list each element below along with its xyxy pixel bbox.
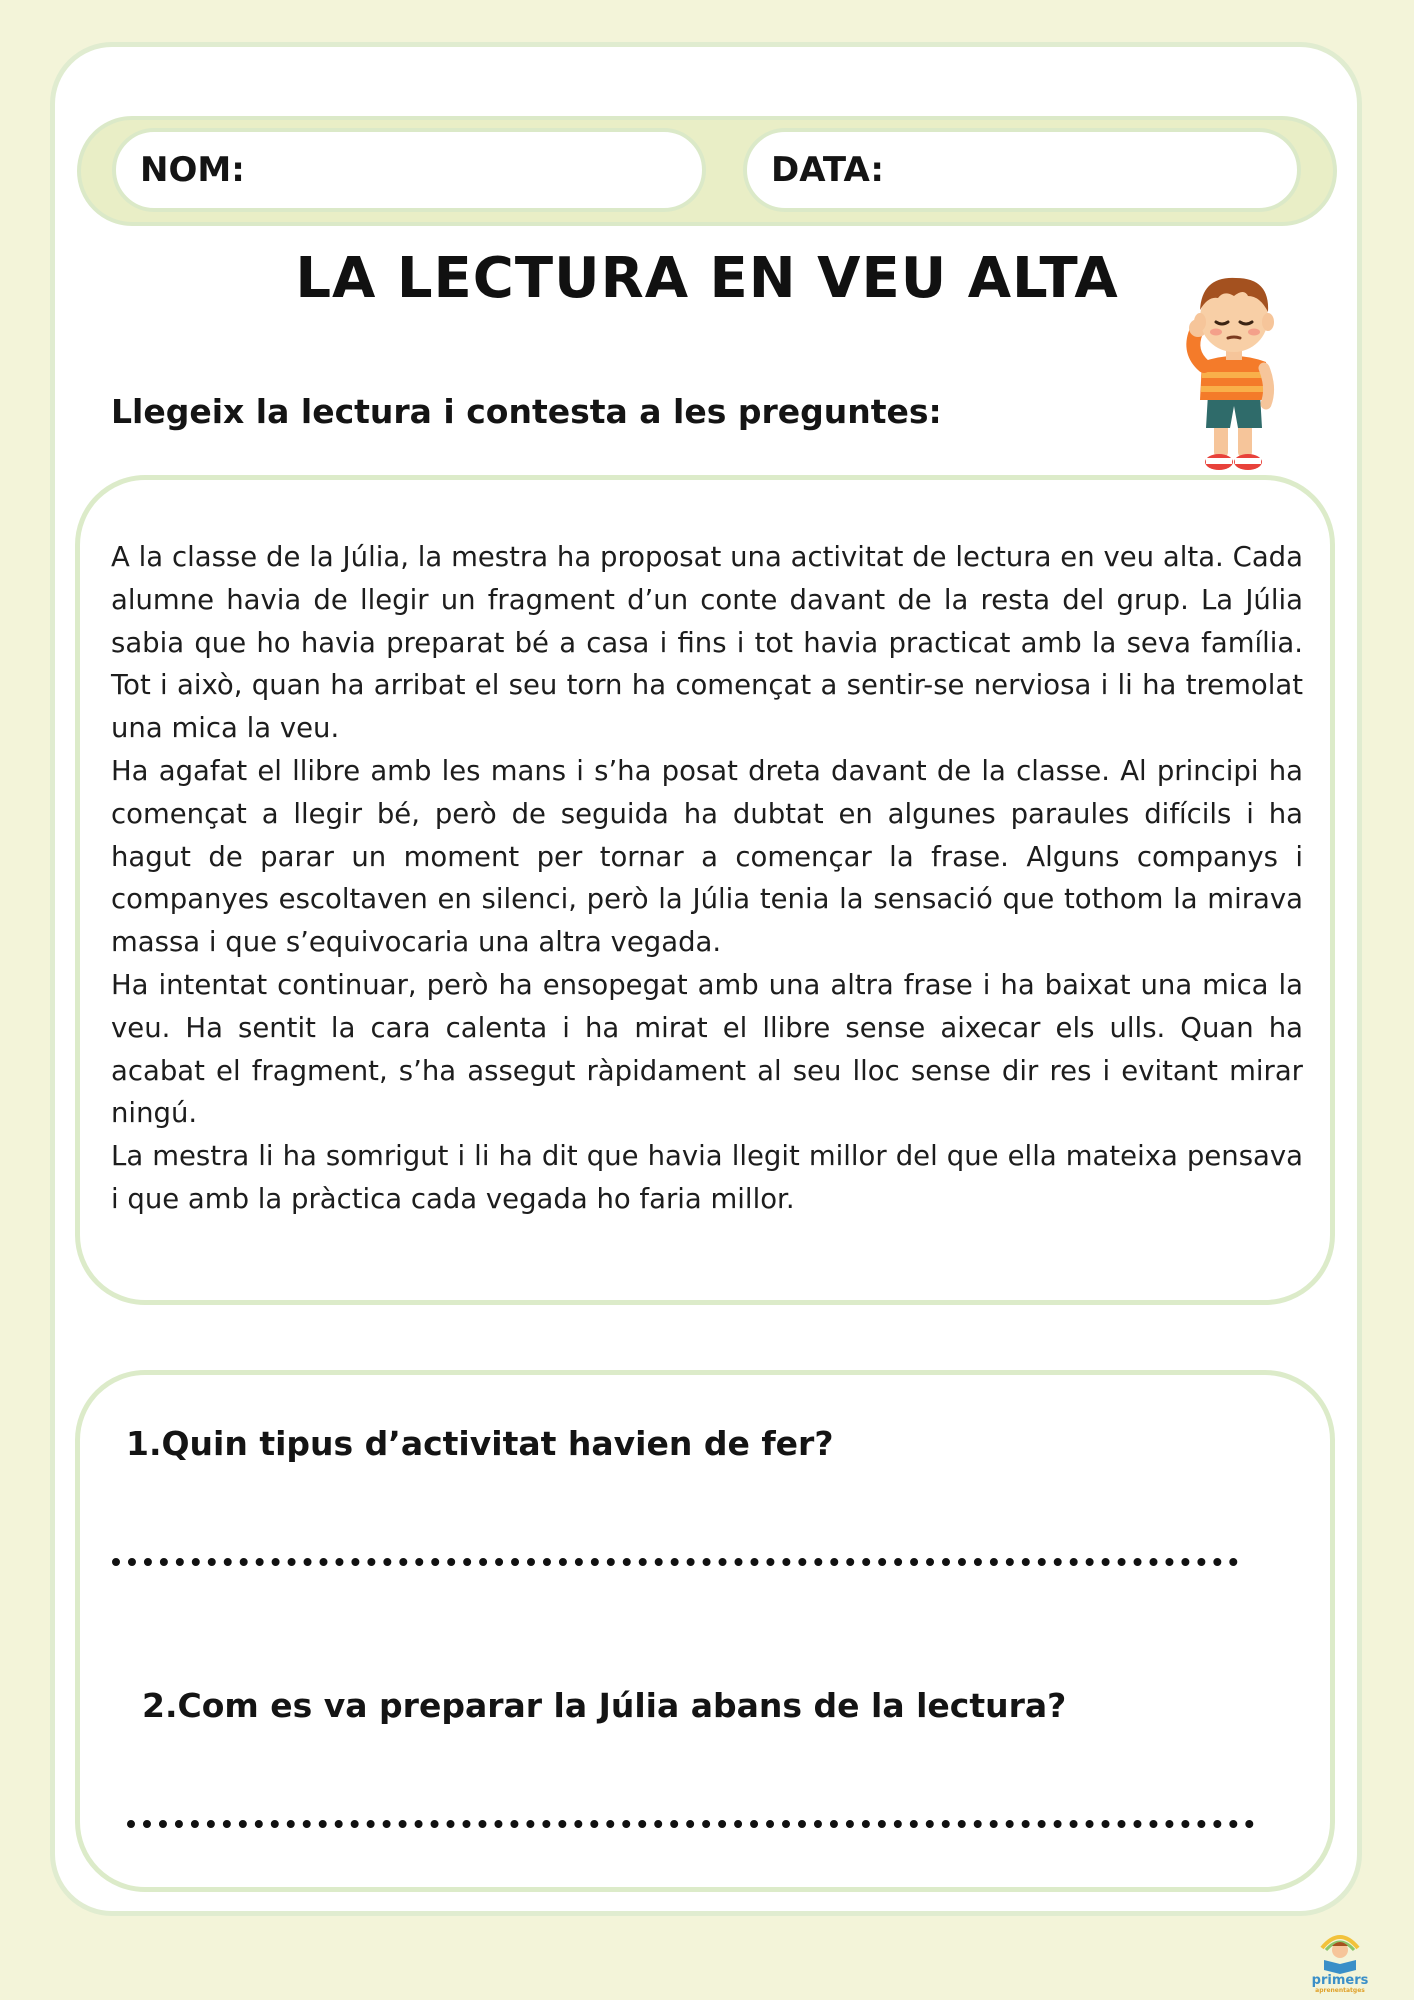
page-title: LA LECTURA EN VEU ALTA <box>295 246 1119 311</box>
primers-aprenentatges-logo <box>1304 1922 1376 1994</box>
reading-text <box>111 536 1303 1221</box>
question-1: 1.Quin tipus d’activitat havien de fer? <box>126 1424 834 1463</box>
answer-line-1[interactable] <box>112 1558 1238 1566</box>
name-label: NOM: <box>140 150 245 190</box>
instruction-text: Llegeix la lectura i contesta a les preguntes: <box>111 392 942 431</box>
name-field[interactable] <box>112 128 706 212</box>
reading-paragraph: La mestra li ha somrigut i li ha dit que havia llegit millor del que ella mateixa pensava i que amb la pràctica cada vegada ho faria millor. <box>111 1140 1303 1215</box>
logo-text: primers <box>1311 1973 1369 1988</box>
date-label: DATA: <box>771 150 884 190</box>
boy-thinking-icon <box>1178 266 1290 474</box>
reading-paragraph: Ha agafat el llibre amb les mans i s’ha posat dreta davant de la classe. Al principi ha començat a llegir bé, però de seguida ha dubtat en algunes paraules difícils i ha hagut de parar un moment per tornar a començar la frase. Alguns companys i companyes escoltaven en silenci, però la Júlia tenia la sensació que tothom la mirava massa i que s’equivocaria una altra vegada. <box>111 754 1303 959</box>
date-field[interactable] <box>743 128 1301 212</box>
reading-paragraph: A la classe de la Júlia, la mestra ha proposat una activitat de lectura en veu alta. Cada alumne havia de llegir un fragment d’un conte davant de la resta del grup. La Júlia sabia que ho havia preparat bé a casa i fins i tot havia practicat amb la seva família. Tot i això, quan ha arribat el seu torn ha començat a sentir-se nerviosa i li ha tremolat una mica la veu. <box>111 541 1303 745</box>
reading-paragraph: Ha intentat continuar, però ha ensopegat amb una altra frase i ha baixat una mica la veu. Ha sentit la cara calenta i ha mirat el llibre sense aixecar els ulls. Quan ha acabat el fragment, s’ha assegut ràpidament al seu lloc sense dir res i evitant mirar ningú. <box>111 968 1303 1130</box>
logo-subtext: aprenentatges <box>1315 1987 1365 1994</box>
question-2: 2.Com es va preparar la Júlia abans de la lectura? <box>142 1686 1067 1725</box>
answer-line-2[interactable] <box>127 1820 1254 1828</box>
